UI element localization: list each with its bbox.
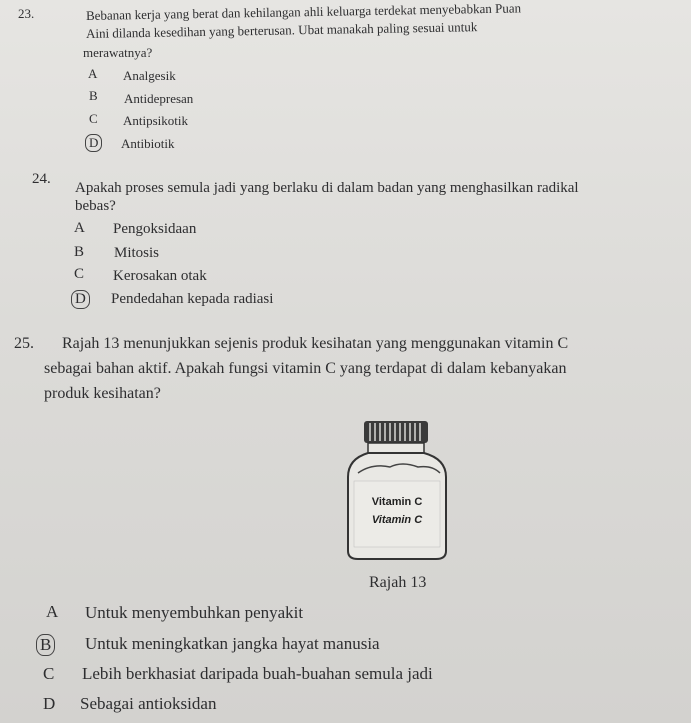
- option-text[interactable]: Antidepresan: [124, 91, 194, 106]
- option-letter[interactable]: B: [89, 88, 98, 103]
- question-text-line: sebagai bahan aktif. Apakah fungsi vitamin C yang terdapat di dalam kebanyakan: [44, 360, 567, 377]
- option-letter[interactable]: D: [43, 694, 56, 713]
- option-text[interactable]: Untuk meningkatkan jangka hayat manusia: [85, 634, 380, 653]
- question-number: 24.: [32, 171, 51, 187]
- bottle-label-1: Vitamin C: [371, 496, 423, 508]
- option-letter-circled[interactable]: B: [36, 634, 55, 656]
- question-text-line: Bebanan kerja yang berat dan kehilangan ahli keluarga terdekat menyebabkan Puan: [85, 0, 522, 23]
- question-text-line: Aini dilanda kesedihan yang berterusan. Ubat manakah paling sesuai untuk: [85, 19, 478, 41]
- question-text-line: Rajah 13 menunjukkan sejenis produk kesihatan yang menggunakan vitamin C: [62, 335, 569, 352]
- option-letter[interactable]: A: [88, 66, 98, 81]
- option-text[interactable]: Mitosis: [114, 245, 160, 261]
- option-text[interactable]: Pengoksidaan: [113, 221, 197, 237]
- option-letter-circled[interactable]: D: [71, 290, 90, 309]
- option-letter[interactable]: C: [89, 111, 98, 126]
- option-letter[interactable]: C: [43, 664, 55, 683]
- option-letter-circled[interactable]: D: [85, 134, 102, 152]
- question-number: 23.: [18, 6, 35, 21]
- option-letter[interactable]: A: [74, 220, 85, 236]
- option-text[interactable]: Untuk menyembuhkan penyakit: [85, 603, 304, 622]
- question-text-line: bebas?: [75, 198, 116, 214]
- option-text[interactable]: Pendedahan kepada radiasi: [111, 291, 274, 307]
- question-number: 25.: [14, 335, 34, 352]
- option-text[interactable]: Sebagai antioksidan: [80, 694, 217, 713]
- vitamin-bottle-figure: [342, 415, 452, 565]
- question-text-line: produk kesihatan?: [44, 385, 161, 402]
- option-text[interactable]: Lebih berkhasiat daripada buah-buahan semula jadi: [82, 664, 433, 683]
- option-text[interactable]: Kerosakan otak: [113, 268, 207, 284]
- question-text-line: merawatnya?: [83, 45, 153, 60]
- option-letter[interactable]: A: [46, 602, 59, 621]
- figure-caption: Rajah 13: [369, 574, 427, 591]
- option-letter[interactable]: B: [74, 244, 85, 260]
- option-text[interactable]: Antipsikotik: [123, 113, 189, 128]
- option-letter[interactable]: C: [74, 266, 85, 282]
- question-text-line: Apakah proses semula jadi yang berlaku di dalam badan yang menghasilkan radikal: [75, 180, 579, 196]
- option-text[interactable]: Analgesik: [123, 68, 176, 83]
- option-text[interactable]: Antibiotik: [121, 136, 175, 151]
- bottle-label-2: Vitamin C: [371, 514, 423, 526]
